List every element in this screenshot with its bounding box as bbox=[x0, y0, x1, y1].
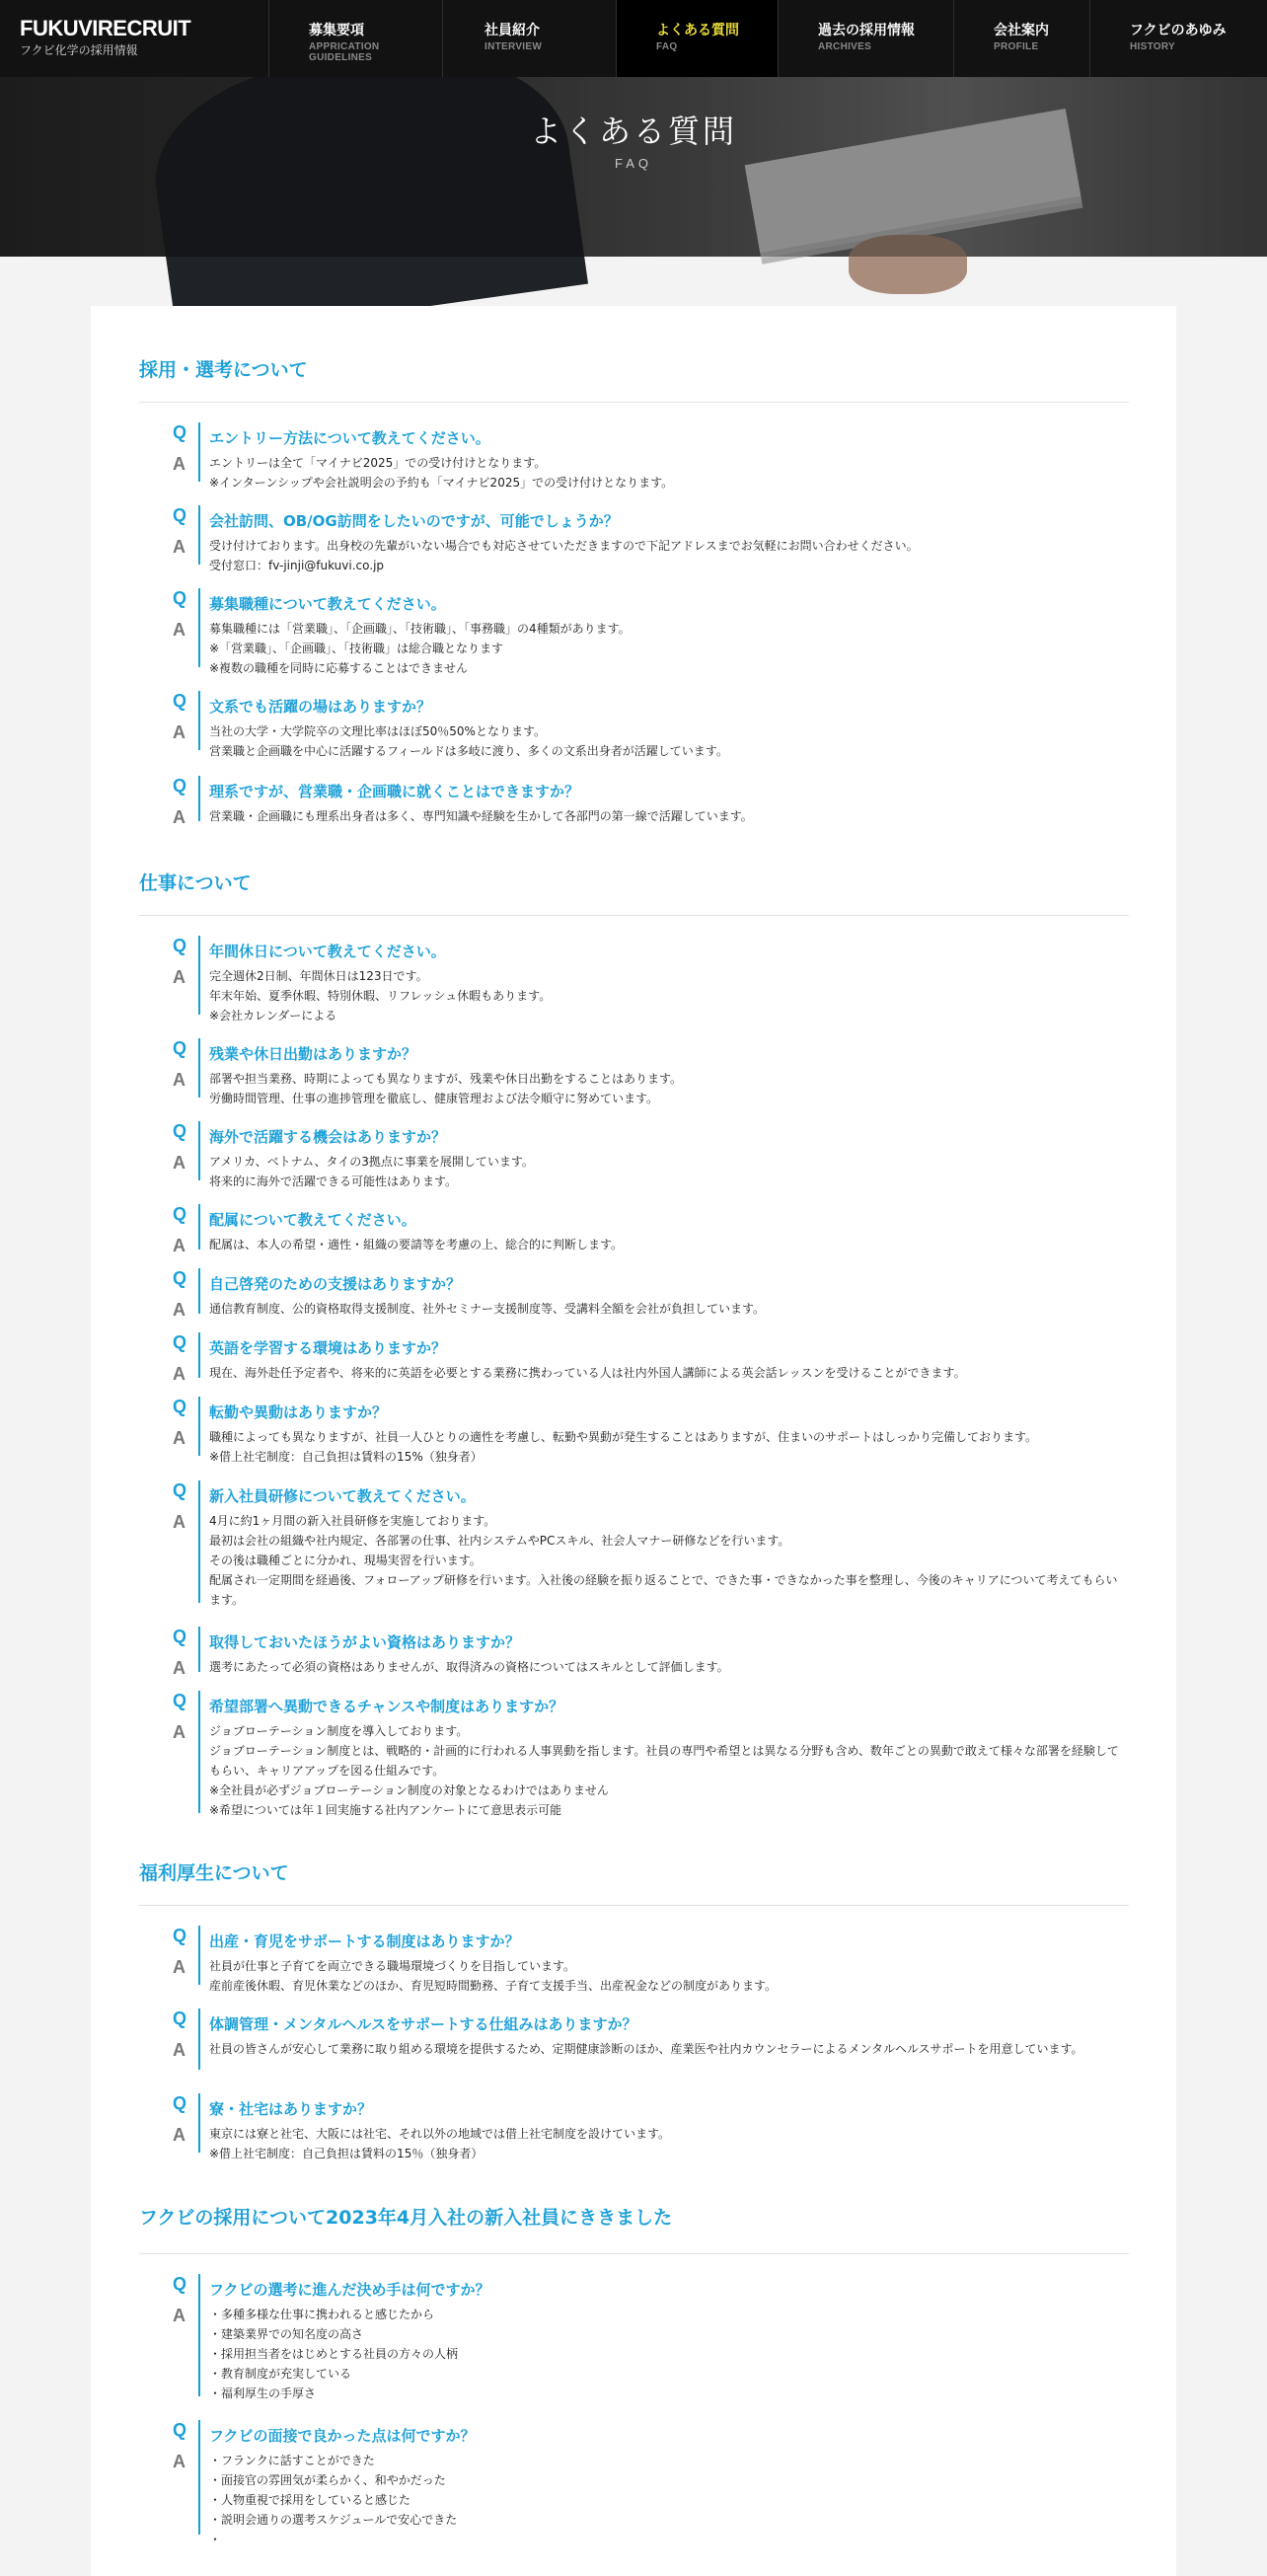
faq-answer bbox=[209, 1152, 1122, 1191]
faq-answer bbox=[209, 1235, 1122, 1254]
answer-line: 受付窓口：fv-jinji@fukuvi.co.jp bbox=[209, 559, 385, 572]
nav-label: 募集要項 bbox=[309, 23, 364, 38]
answer-line: ・フランクに話すことができた bbox=[209, 2454, 375, 2467]
page-subtitle: FAQ bbox=[614, 156, 652, 171]
qa-divider bbox=[198, 1121, 200, 1180]
qa-divider bbox=[198, 1480, 200, 1603]
faq-answer bbox=[209, 1657, 1122, 1677]
answer-mark: A bbox=[173, 2040, 186, 2060]
qa-divider bbox=[198, 505, 200, 565]
section-divider bbox=[139, 1905, 1129, 1906]
answer-line: ・多種多様な仕事に携われると感じたから bbox=[209, 2308, 435, 2321]
qa-divider bbox=[198, 1268, 200, 1314]
answer-mark: A bbox=[173, 807, 186, 827]
logo-subtitle: フクビ化学の採用情報 bbox=[20, 43, 138, 57]
page-title: よくある質問 bbox=[529, 113, 737, 150]
qa-divider bbox=[198, 776, 200, 821]
question-mark: Q bbox=[173, 1268, 187, 1288]
faq-answer bbox=[209, 721, 1122, 761]
question-mark: Q bbox=[173, 2008, 187, 2028]
question-mark: Q bbox=[173, 691, 187, 711]
qa-divider bbox=[198, 1926, 200, 1985]
answer-line: 営業職・企画職にも理系出身者は多く、専門知識や経験を生かして各部門の第一線で活躍しています。 bbox=[209, 809, 753, 823]
question-mark: Q bbox=[173, 2093, 187, 2113]
question-mark: Q bbox=[173, 1627, 187, 1646]
question-mark: Q bbox=[173, 1121, 187, 1141]
nav-label: 過去の採用情報 bbox=[818, 23, 915, 38]
faq-question: 会社訪問、OB/OG訪問をしたいのですが、可能でしょうか？ bbox=[209, 512, 619, 530]
question-mark: Q bbox=[173, 776, 187, 796]
qa-divider bbox=[198, 588, 200, 667]
answer-line: ・採用担当者をはじめとする社員の方々の人柄 bbox=[209, 2347, 459, 2361]
faq-question: 希望部署へ異動できるチャンスや制度はありますか？ bbox=[209, 1698, 564, 1715]
answer-mark: A bbox=[173, 1658, 186, 1678]
faq-question: 残業や休日出勤はありますか？ bbox=[209, 1045, 417, 1063]
question-mark: Q bbox=[173, 2420, 187, 2440]
answer-line: 社員が仕事と子育てを両立できる職場環境づくりを目指しています。 bbox=[209, 1959, 576, 1973]
site-logo[interactable] bbox=[0, 0, 268, 77]
answer-line: ※会社カレンダーによる bbox=[209, 1009, 337, 1023]
answer-line: ・人物重視で採用をしていると感じた bbox=[209, 2493, 411, 2507]
answer-line: 配属は、本人の希望・適性・組織の要請等を考慮の上、総合的に判断します。 bbox=[209, 1238, 624, 1251]
qa-divider bbox=[198, 1204, 200, 1250]
answer-line: ※希望については年１回実施する社内アンケートにて意思表示可能 bbox=[209, 1803, 562, 1817]
answer-mark: A bbox=[173, 722, 186, 742]
answer-mark: A bbox=[173, 1236, 186, 1255]
nav-sublabel: APPRICATION GUIDELINES bbox=[309, 41, 380, 63]
faq-answer bbox=[209, 2451, 1122, 2549]
answer-line: 職種によっても異なりますが、社員一人ひとりの適性を考慮し、転勤や異動が発生することはありますが、住まいのサポートはしっかり完備しております。 bbox=[209, 1430, 1038, 1444]
faq-question: 体調管理・メンタルヘルスをサポートする仕組みはありますか？ bbox=[209, 2015, 637, 2033]
answer-line: ※全社員が必ずジョブローテーション制度の対象となるわけではありません bbox=[209, 1783, 609, 1797]
nav-item-profile[interactable] bbox=[953, 0, 1089, 77]
faq-answer bbox=[209, 453, 1122, 492]
faq-question: 新入社員研修について教えてください。 bbox=[209, 1487, 476, 1505]
answer-line: ・説明会通りの選考スケジュールで安心できた bbox=[209, 2513, 458, 2527]
site-header bbox=[0, 0, 1267, 77]
answer-mark: A bbox=[173, 1300, 186, 1320]
answer-mark: A bbox=[173, 2125, 186, 2145]
answer-mark: A bbox=[173, 2452, 186, 2471]
question-mark: Q bbox=[173, 936, 187, 955]
answer-line: ・面接官の雰囲気が柔らかく、和やかだった bbox=[209, 2473, 446, 2487]
section-divider bbox=[139, 402, 1129, 403]
question-mark: Q bbox=[173, 1480, 187, 1500]
answer-line: 社員の皆さんが安心して業務に取り組める環境を提供するため、定期健康診断のほか、産業医や社内カウンセラーによるメンタルヘルスサポートを用意しています。 bbox=[209, 2042, 1083, 2056]
answer-line: 当社の大学・大学院卒の文理比率はほぼ50％50%となります。 bbox=[209, 724, 546, 738]
faq-question: 募集職種について教えてください。 bbox=[209, 595, 446, 613]
answer-line: ※借上社宅制度：自己負担は賃料の15％（独身者） bbox=[209, 2147, 484, 2160]
answer-line: アメリカ、ベトナム、タイの3拠点に事業を展開しています。 bbox=[209, 1155, 534, 1169]
question-mark: Q bbox=[173, 422, 187, 442]
logo-text: FUKUVIRECRUIT bbox=[20, 16, 191, 40]
section-title: 採用・選考について bbox=[139, 359, 308, 381]
faq-answer bbox=[209, 966, 1122, 1025]
nav-sublabel: INTERVIEW bbox=[484, 41, 543, 52]
nav-item-interview[interactable] bbox=[442, 0, 616, 77]
qa-divider bbox=[198, 2274, 200, 2396]
nav-item-history[interactable] bbox=[1089, 0, 1267, 77]
answer-mark: A bbox=[173, 1512, 186, 1532]
nav-label: 社員紹介 bbox=[484, 23, 540, 38]
section-title: 仕事について bbox=[139, 872, 252, 894]
question-mark: Q bbox=[173, 1691, 187, 1710]
faq-question: エントリー方法について教えてください。 bbox=[209, 429, 490, 447]
nav-sublabel: PROFILE bbox=[994, 41, 1039, 52]
global-nav bbox=[268, 0, 1267, 77]
section-divider bbox=[139, 915, 1129, 916]
nav-sublabel: ARCHIVES bbox=[818, 41, 872, 52]
qa-divider bbox=[198, 1332, 200, 1378]
faq-question: 文系でも活躍の場はありますか？ bbox=[209, 698, 432, 716]
answer-line: 募集職種には「営業職」、「企画職」、「技術職」、「事務職」の4種類があります。 bbox=[209, 622, 631, 636]
nav-label: よくある質問 bbox=[656, 23, 739, 38]
answer-mark: A bbox=[173, 1428, 186, 1448]
nav-item-archives[interactable] bbox=[778, 0, 953, 77]
question-mark: Q bbox=[173, 1397, 187, 1416]
answer-mark: A bbox=[173, 1364, 186, 1384]
hero-banner bbox=[0, 77, 1267, 257]
answer-line: 現在、海外赴任予定者や、将来的に英語を必要とする業務に携わっている人は社内外国人講師による英会話レッスンを受けることができます。 bbox=[209, 1366, 966, 1380]
answer-line: 労働時間管理、仕事の進捗管理を徹底し、健康管理および法令順守に努めています。 bbox=[209, 1092, 659, 1105]
answer-line: ※借上社宅制度：自己負担は賃料の15%（独身者） bbox=[209, 1450, 483, 1464]
answer-line: その後は職種ごとに分かれ、現場実習を行います。 bbox=[209, 1553, 482, 1567]
nav-label: 会社案内 bbox=[994, 23, 1049, 38]
answer-line: 選考にあたって必須の資格はありませんが、取得済みの資格についてはスキルとして評価します。 bbox=[209, 1660, 729, 1674]
faq-question: 英語を学習する環境はありますか？ bbox=[209, 1339, 447, 1357]
answer-line: ・ bbox=[209, 2533, 222, 2546]
question-mark: Q bbox=[173, 505, 187, 525]
faq-question: 年間休日について教えてください。 bbox=[209, 943, 446, 960]
question-mark: Q bbox=[173, 1204, 187, 1224]
faq-answer bbox=[209, 2039, 1122, 2059]
qa-divider bbox=[198, 1038, 200, 1098]
faq-question: フクビの選考に進んだ決め手は何ですか？ bbox=[209, 2281, 490, 2299]
answer-line: 年末年始、夏季休暇、特別休暇、リフレッシュ休暇もあります。 bbox=[209, 989, 552, 1003]
answer-line: 将来的に海外で活躍できる可能性はあります。 bbox=[209, 1174, 458, 1188]
faq-question: 配属について教えてください。 bbox=[209, 1211, 416, 1229]
qa-divider bbox=[198, 2093, 200, 2153]
answer-line: ジョブローテーション制度を導入しております。 bbox=[209, 1724, 469, 1738]
answer-line: ※インターンシップや会社説明会の予約も「マイナビ2025」での受け付けとなります。 bbox=[209, 476, 674, 490]
qa-divider bbox=[198, 2420, 200, 2535]
answer-line: 受け付けております。出身校の先輩がいない場合でも対応させていただきますので下記アドレスまでお気軽にお問い合わせください。 bbox=[209, 539, 919, 553]
faq-answer bbox=[209, 1427, 1122, 1467]
faq-question: 出産・育児をサポートする制度はありますか？ bbox=[209, 1932, 520, 1950]
answer-line: 産前産後休暇、育児休業などのほか、育児短時間勤務、子育て支援手当、出産祝金などの制度があります。 bbox=[209, 1979, 778, 1993]
answer-mark: A bbox=[173, 1722, 186, 1742]
answer-mark: A bbox=[173, 537, 186, 557]
answer-line: ・建築業界での知名度の高さ bbox=[209, 2327, 364, 2341]
qa-divider bbox=[198, 691, 200, 750]
answer-mark: A bbox=[173, 967, 186, 987]
faq-question: 理系ですが、営業職・企画職に就くことはできますか？ bbox=[209, 783, 580, 800]
answer-line: 営業職と企画職を中心に活躍するフィールドは多岐に渡り、多くの文系出身者が活躍しています。 bbox=[209, 744, 728, 758]
answer-line: ジョブローテーション制度とは、戦略的・計画的に行われる人事異動を指します。社員の専門や希望とは異なる分野も含め、数年ごとの異動で敢えて様々な部署を経験してもらい、キャリアアップを図る仕組みです。 bbox=[209, 1744, 1119, 1778]
answer-line: エントリーは全て「マイナビ2025」での受け付けとなります。 bbox=[209, 456, 547, 470]
section-divider bbox=[139, 2253, 1129, 2254]
answer-mark: A bbox=[173, 1153, 186, 1173]
answer-mark: A bbox=[173, 2306, 186, 2325]
faq-answer bbox=[209, 2305, 1122, 2403]
section-title: 福利厚生について bbox=[139, 1862, 289, 1884]
faq-question: 取得しておいたほうがよい資格はありますか？ bbox=[209, 1633, 521, 1651]
question-mark: Q bbox=[173, 1332, 187, 1352]
qa-divider bbox=[198, 2008, 200, 2070]
faq-answer bbox=[209, 1299, 1122, 1319]
qa-divider bbox=[198, 936, 200, 1015]
answer-line: 最初は会社の組織や社内規定、各部署の仕事、社内システムやPCスキル、社会人マナー研修などを行います。 bbox=[209, 1534, 790, 1548]
answer-mark: A bbox=[173, 620, 186, 640]
section-title: フクビの採用について2023年4月入社の新入社員にききました bbox=[139, 2207, 673, 2229]
answer-line: 通信教育制度、公的資格取得支援制度、社外セミナー支援制度等、受講料全額を会社が負担しています。 bbox=[209, 1302, 766, 1316]
answer-mark: A bbox=[173, 1957, 186, 1977]
faq-question: フクビの面接で良かった点は何ですか？ bbox=[209, 2427, 476, 2445]
answer-mark: A bbox=[173, 1070, 186, 1090]
answer-line: ・教育制度が充実している bbox=[209, 2367, 352, 2381]
qa-divider bbox=[198, 1397, 200, 1456]
faq-answer bbox=[209, 806, 1122, 826]
answer-line: 部署や担当業務、時期によっても異なりますが、残業や休日出勤をすることはあります。 bbox=[209, 1072, 683, 1086]
faq-answer bbox=[209, 2124, 1122, 2163]
nav-item-guidelines[interactable] bbox=[268, 0, 442, 77]
answer-mark: A bbox=[173, 454, 186, 474]
question-mark: Q bbox=[173, 2274, 187, 2294]
faq-answer bbox=[209, 619, 1122, 678]
faq-answer bbox=[209, 1956, 1122, 1996]
answer-line: ※「営業職」、「企画職」、「技術職」は総合職となります bbox=[209, 642, 504, 655]
nav-sublabel: HISTORY bbox=[1130, 41, 1175, 52]
faq-question: 海外で活躍する機会はありますか？ bbox=[209, 1128, 447, 1146]
answer-line: ※複数の職種を同時に応募することはできません bbox=[209, 661, 469, 675]
faq-answer bbox=[209, 1363, 1122, 1383]
faq-answer bbox=[209, 1069, 1122, 1108]
faq-content bbox=[91, 306, 1176, 2576]
answer-line: 完全週休2日制、年間休日は123日です。 bbox=[209, 969, 428, 983]
nav-label: フクビのあゆみ bbox=[1130, 23, 1227, 38]
qa-divider bbox=[198, 422, 200, 482]
answer-line: 4月に約1ヶ月間の新入社員研修を実施しております。 bbox=[209, 1514, 496, 1528]
qa-divider bbox=[198, 1691, 200, 1813]
answer-line: 配属され一定期間を経過後、フォローアップ研修を行います。入社後の経験を振り返ることで、できた事・できなかった事を整理し、今後のキャリアについて考えてもらいます。 bbox=[209, 1573, 1118, 1607]
answer-line: ・福利厚生の手厚さ bbox=[209, 2387, 317, 2400]
qa-divider bbox=[198, 1627, 200, 1672]
nav-sublabel: FAQ bbox=[656, 41, 678, 52]
answer-line: 東京には寮と社宅、大阪には社宅、それ以外の地域では借上社宅制度を設けています。 bbox=[209, 2127, 671, 2141]
question-mark: Q bbox=[173, 1038, 187, 1058]
faq-question: 寮・社宅はありますか？ bbox=[209, 2100, 373, 2118]
nav-item-faq[interactable] bbox=[616, 0, 778, 77]
faq-question: 自己啓発のための支援はありますか？ bbox=[209, 1275, 462, 1293]
faq-question: 転勤や異動はありますか？ bbox=[209, 1403, 388, 1421]
question-mark: Q bbox=[173, 588, 187, 608]
faq-answer bbox=[209, 1511, 1122, 1610]
question-mark: Q bbox=[173, 1926, 187, 1945]
faq-answer bbox=[209, 536, 1122, 575]
faq-answer bbox=[209, 1721, 1122, 1820]
